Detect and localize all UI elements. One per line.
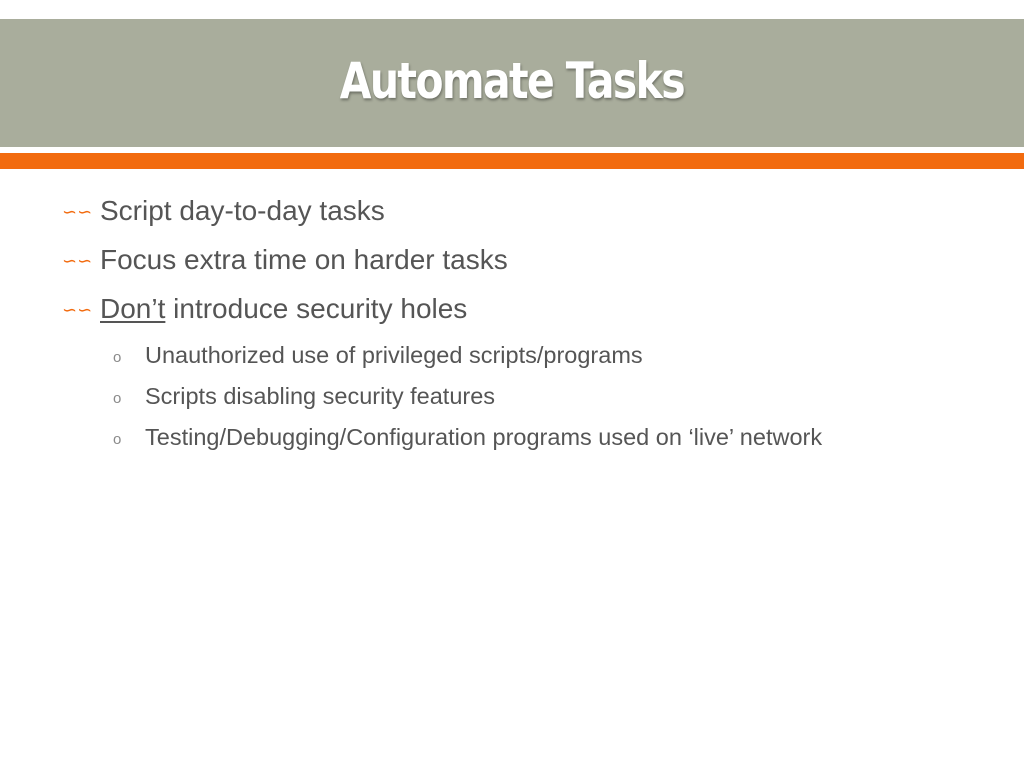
bullet-item [62, 186, 982, 235]
swirl-bullet-icon: ∽∽ [62, 202, 93, 223]
circle-bullet-icon: o [113, 349, 122, 366]
sub-bullet-text: Unauthorized use of privileged scripts/programs [145, 342, 643, 368]
slide-title: Automate Tasks [339, 52, 685, 110]
underlined-text: Don’t [100, 292, 166, 324]
bullet-text: Focus extra time on harder tasks [100, 243, 508, 275]
title-band [0, 19, 1024, 147]
bullet-item [62, 235, 982, 284]
circle-bullet-icon: o [113, 431, 122, 448]
sub-bullet-text: Scripts disabling security features [145, 383, 496, 409]
sub-bullet-item [62, 335, 982, 376]
sub-bullet-list [62, 335, 982, 458]
accent-bar [0, 153, 1024, 169]
bullet-text [100, 293, 467, 325]
bullet-text-rest: introduce security holes [165, 292, 468, 324]
swirl-bullet-icon: ∽∽ [62, 300, 93, 321]
sub-bullet-item [62, 376, 982, 417]
swirl-bullet-icon: ∽∽ [62, 251, 93, 272]
circle-bullet-icon: o [113, 390, 122, 407]
sub-bullet-item [62, 417, 982, 458]
bullet-text: Script day-to-day tasks [100, 194, 385, 226]
sub-bullet-text: Testing/Debugging/Configuration programs used on ‘live’ network [145, 424, 823, 450]
bullet-item [62, 284, 982, 333]
bullet-list [62, 186, 982, 458]
